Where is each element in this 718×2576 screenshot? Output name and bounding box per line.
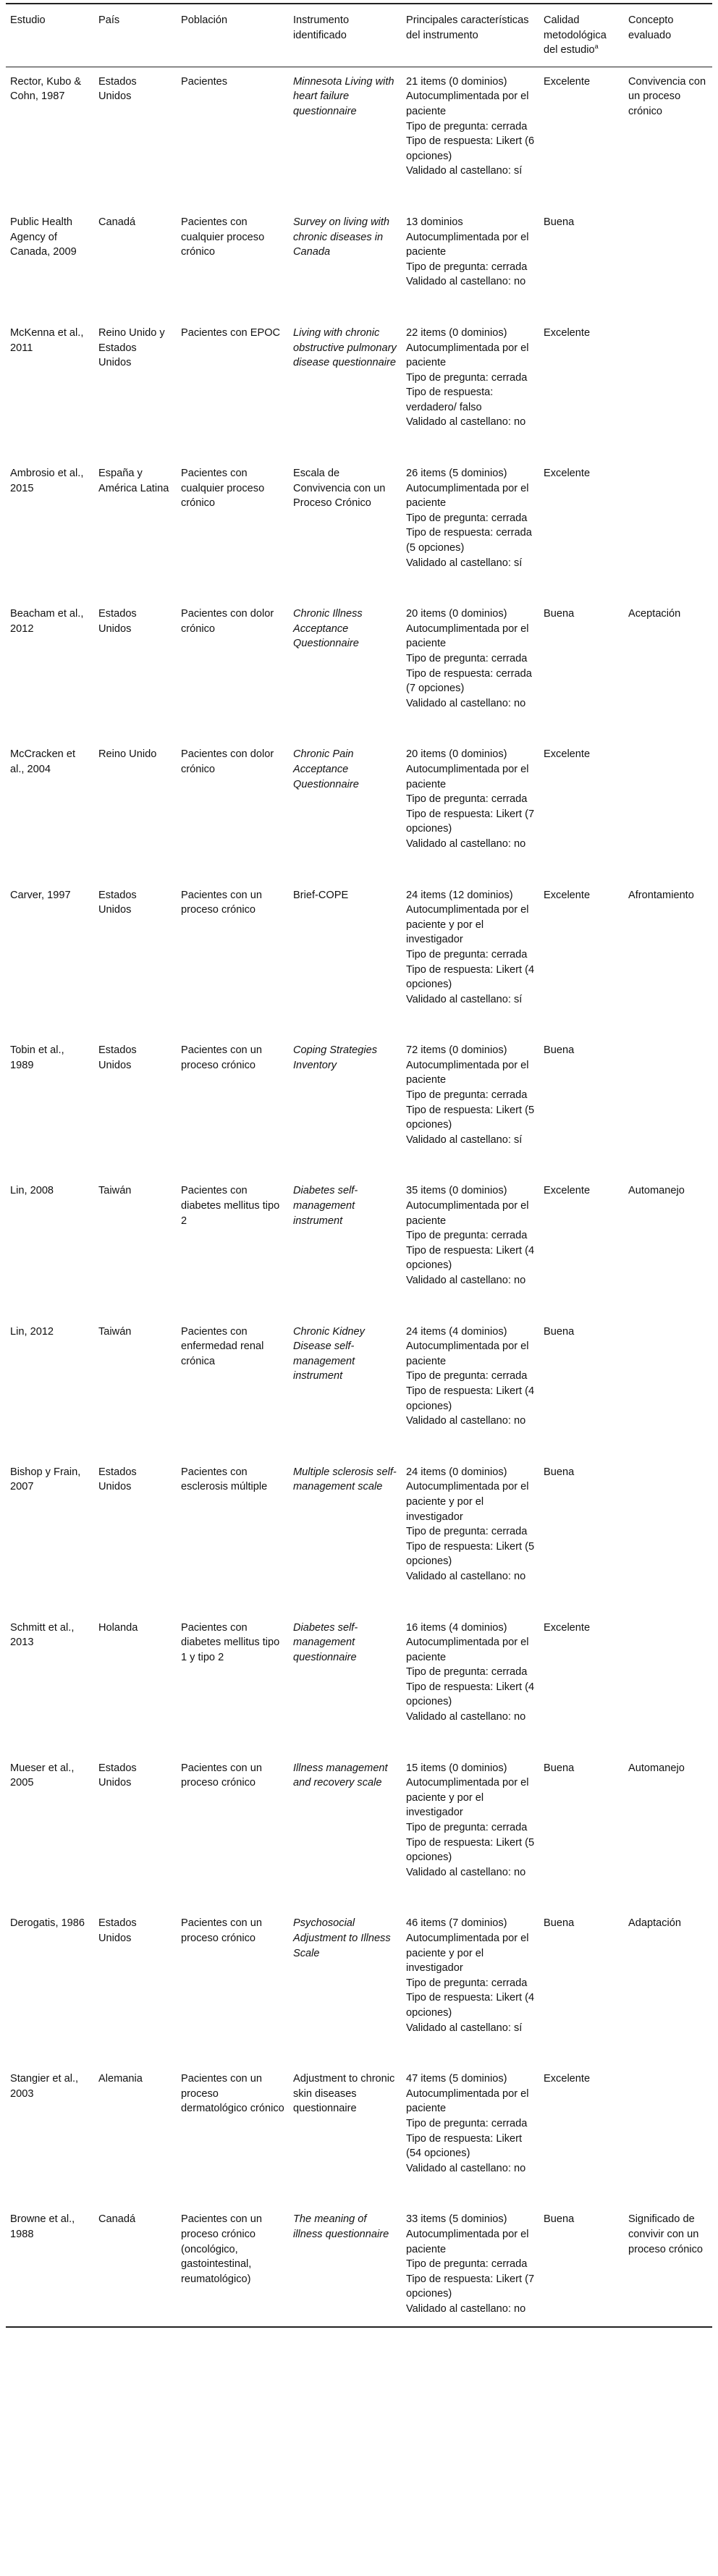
- characteristic-line: Tipo de respuesta: Likert (5 opciones): [406, 1104, 535, 1131]
- cell-calidad: Buena: [544, 1762, 575, 1774]
- characteristic-line: Autocumplimentada por el paciente: [406, 1059, 529, 1086]
- cell-concepto: Aceptación: [628, 608, 681, 620]
- cell-instrumento: The meaning of illness questionnaire: [289, 2205, 402, 2327]
- characteristic-line: Validado al castellano: no: [406, 416, 526, 428]
- cell-concepto: [624, 2064, 712, 2205]
- header-row: [6, 4, 712, 67]
- cell-calidad: Excelente: [544, 2073, 591, 2085]
- cell-poblacion: Pacientes con diabetes mellitus tipo 1 y tipo 2: [181, 1621, 280, 1663]
- cell-concepto: [624, 1613, 712, 1754]
- characteristic-line: Autocumplimentada por el paciente y por el investigador: [406, 904, 529, 946]
- cell-calidad: Buena: [539, 2205, 624, 2327]
- cell-pais: Taiwán: [98, 1325, 132, 1338]
- characteristic-line: Validado al castellano: sí: [406, 993, 523, 1005]
- cell-poblacion: Pacientes con un proceso crónico: [181, 1044, 262, 1071]
- cell-estudio: Schmitt et al., 2013: [10, 1621, 75, 1649]
- cell-concepto: [624, 1317, 712, 1458]
- characteristic-line: 22 items (0 dominios): [406, 326, 507, 339]
- cell-instrumento: Chronic Kidney Disease self-management instrument: [293, 1325, 365, 1382]
- characteristic-line: Tipo de respuesta: verdadero/ falso: [406, 387, 494, 413]
- cell-poblacion: Pacientes con dolor crónico: [181, 748, 274, 775]
- cell-calidad: Buena: [544, 1917, 575, 1930]
- cell-caracteristicas: [402, 67, 539, 208]
- header-caracteristicas: Principales características del instrumento: [402, 4, 539, 67]
- characteristic-line: Tipo de pregunta: cerrada: [406, 793, 528, 806]
- studies-table-container: [6, 0, 712, 2328]
- cell-pais: Estados Unidos: [98, 1044, 137, 1071]
- cell-instrumento: Survey on living with chronic diseases in Canada: [293, 216, 390, 258]
- cell-concepto: Adaptación: [628, 1917, 682, 1930]
- characteristic-line: Tipo de pregunta: cerrada: [406, 1977, 528, 1989]
- cell-concepto: Automanejo: [628, 1185, 685, 1197]
- table-row: [6, 1909, 712, 2064]
- characteristic-line: Tipo de respuesta: Likert (4 opciones): [406, 1385, 535, 1412]
- header-calidad-text: Calidad metodológica del estudio: [544, 14, 607, 56]
- cell-concepto: Significado de convivir con un proceso crónico: [624, 2205, 712, 2327]
- characteristic-line: Validado al castellano: no: [406, 697, 526, 709]
- characteristic-line: 13 dominios: [406, 216, 463, 228]
- characteristic-line: 20 items (0 dominios): [406, 608, 507, 620]
- cell-pais: España y América Latina: [98, 468, 169, 494]
- cell-estudio: Stangier et al., 2003: [10, 2073, 79, 2100]
- characteristic-line: Validado al castellano: sí: [406, 557, 523, 569]
- cell-instrumento: Living with chronic obstructive pulmonary disease questionnaire: [293, 326, 397, 369]
- cell-caracteristicas: [402, 1036, 539, 1176]
- characteristic-line: Validado al castellano: no: [406, 276, 526, 288]
- characteristic-line: Tipo de pregunta: cerrada: [406, 1230, 528, 1242]
- characteristic-line: Tipo de pregunta: cerrada: [406, 1370, 528, 1382]
- cell-caracteristicas: [402, 1176, 539, 1317]
- characteristic-line: Validado al castellano: no: [406, 1711, 526, 1723]
- studies-table: [6, 3, 712, 2328]
- characteristic-line: Tipo de respuesta: Likert (4 opciones): [406, 1681, 535, 1708]
- characteristic-line: Tipo de respuesta: Likert (54 opciones): [406, 2132, 523, 2160]
- characteristic-line: Tipo de pregunta: cerrada: [406, 1089, 528, 1102]
- cell-calidad: Buena: [544, 1466, 575, 1478]
- characteristic-line: Tipo de respuesta: Likert (5 opciones): [406, 1540, 535, 1568]
- characteristic-line: Validado al castellano: no: [406, 1866, 526, 1878]
- cell-estudio: McCracken et al., 2004: [10, 748, 76, 775]
- cell-estudio: Browne et al., 1988: [6, 2205, 94, 2327]
- cell-caracteristicas: [402, 2205, 539, 2327]
- characteristic-line: Tipo de respuesta: Likert (4 opciones): [406, 963, 535, 991]
- cell-instrumento: Diabetes self-management questionnaire: [293, 1621, 358, 1663]
- cell-caracteristicas: [402, 1317, 539, 1458]
- cell-instrumento: Psychosocial Adjustment to Illness Scale: [293, 1917, 391, 1959]
- characteristic-line: Autocumplimentada por el paciente: [406, 342, 529, 369]
- characteristic-line: Tipo de pregunta: cerrada: [406, 261, 528, 273]
- characteristic-line: 72 items (0 dominios): [406, 1044, 507, 1057]
- characteristic-line: Validado al castellano: no: [406, 2162, 526, 2174]
- characteristic-line: Tipo de respuesta: cerrada (7 opciones): [406, 667, 532, 695]
- header-calidad: [539, 4, 624, 67]
- cell-concepto: [624, 1036, 712, 1176]
- characteristic-line: Validado al castellano: sí: [406, 1133, 523, 1146]
- characteristic-line: Tipo de respuesta: Likert (6 opciones): [406, 135, 535, 162]
- characteristic-line: Autocumplimentada por el paciente: [406, 1200, 529, 1227]
- cell-caracteristicas: [402, 208, 539, 318]
- cell-caracteristicas: [402, 459, 539, 599]
- cell-poblacion: Pacientes con dolor crónico: [181, 608, 274, 635]
- table-row: [6, 2205, 712, 2327]
- characteristic-line: 47 items (5 dominios): [406, 2073, 507, 2085]
- table-row: [6, 318, 712, 459]
- table-row: [6, 1317, 712, 1458]
- characteristic-line: Tipo de pregunta: cerrada: [406, 1666, 528, 1678]
- characteristic-line: Tipo de pregunta: cerrada: [406, 948, 528, 960]
- cell-instrumento: Minnesota Living with heart failure questionnaire: [293, 75, 394, 117]
- cell-poblacion: Pacientes con un proceso crónico: [181, 1762, 262, 1789]
- table-row: [6, 1458, 712, 1613]
- cell-calidad: Excelente: [544, 1185, 591, 1197]
- table-row: [6, 881, 712, 1036]
- table-row: [6, 459, 712, 599]
- characteristic-line: 46 items (7 dominios): [406, 1917, 507, 1930]
- characteristic-line: Autocumplimentada por el paciente y por el investigador: [406, 1777, 529, 1819]
- cell-estudio: Derogatis, 1986: [10, 1917, 85, 1930]
- characteristic-line: Autocumplimentada por el paciente: [406, 2228, 529, 2255]
- table-row: [6, 599, 712, 740]
- cell-pais: Taiwán: [98, 1185, 132, 1197]
- cell-instrumento: Brief-COPE: [293, 889, 349, 901]
- cell-calidad: Excelente: [544, 748, 591, 761]
- characteristic-line: Tipo de respuesta: Likert (7 opciones): [406, 2273, 535, 2300]
- cell-caracteristicas: [402, 1458, 539, 1613]
- table-row: [6, 1754, 712, 1909]
- cell-estudio: Public Health Agency of Canada, 2009: [10, 216, 77, 258]
- cell-calidad: Buena: [544, 1044, 575, 1057]
- cell-concepto: Convivencia con un proceso crónico: [628, 75, 706, 117]
- cell-estudio: Carver, 1997: [10, 889, 71, 901]
- cell-estudio: Tobin et al., 1989: [10, 1044, 64, 1071]
- cell-poblacion: Pacientes: [181, 75, 228, 88]
- cell-poblacion: Pacientes con cualquier proceso crónico: [181, 468, 265, 510]
- cell-pais: Estados Unidos: [98, 75, 137, 103]
- cell-pais: Reino Unido: [98, 748, 157, 761]
- characteristic-line: Tipo de pregunta: cerrada: [406, 1822, 528, 1834]
- characteristic-line: Validado al castellano: no: [406, 1275, 526, 1286]
- table-row: [6, 1036, 712, 1176]
- characteristic-line: Autocumplimentada por el paciente: [406, 90, 529, 117]
- cell-pais: Canadá: [94, 2205, 177, 2327]
- characteristic-line: Tipo de pregunta: cerrada: [406, 2258, 528, 2271]
- cell-calidad: Buena: [544, 1325, 575, 1338]
- header-estudio: Estudio: [6, 4, 94, 67]
- characteristic-line: 21 items (0 dominios): [406, 75, 507, 88]
- characteristic-line: Autocumplimentada por el paciente: [406, 763, 529, 790]
- cell-pais: Estados Unidos: [98, 1466, 137, 1493]
- cell-pais: Estados Unidos: [98, 1917, 137, 1944]
- characteristic-line: 20 items (0 dominios): [406, 748, 507, 761]
- characteristic-line: 33 items (5 dominios): [406, 2213, 507, 2226]
- characteristic-line: Tipo de respuesta: Likert (5 opciones): [406, 1836, 535, 1864]
- cell-poblacion: Pacientes con EPOC: [181, 326, 281, 339]
- table-row: [6, 1176, 712, 1317]
- cell-instrumento: Chronic Illness Acceptance Questionnaire: [293, 608, 363, 650]
- characteristic-line: Tipo de respuesta: cerrada (5 opciones): [406, 527, 532, 554]
- characteristic-line: 15 items (0 dominios): [406, 1762, 507, 1774]
- characteristic-line: Tipo de pregunta: cerrada: [406, 2117, 528, 2129]
- cell-poblacion: Pacientes con un proceso crónico (oncológico, gastointestinal, reumatológico): [177, 2205, 289, 2327]
- cell-concepto: [624, 740, 712, 880]
- cell-calidad: Excelente: [544, 1621, 591, 1634]
- characteristic-line: Autocumplimentada por el paciente: [406, 1637, 529, 1663]
- cell-estudio: Lin, 2012: [10, 1325, 54, 1338]
- cell-caracteristicas: [402, 1613, 539, 1754]
- cell-caracteristicas: [402, 2064, 539, 2205]
- characteristic-line: Autocumplimentada por el paciente: [406, 2087, 529, 2115]
- table-row: [6, 208, 712, 318]
- cell-caracteristicas: [402, 599, 539, 740]
- cell-estudio: Rector, Kubo & Cohn, 1987: [10, 75, 82, 103]
- cell-caracteristicas: [402, 881, 539, 1036]
- table-body: [6, 67, 712, 2327]
- cell-pais: Alemania: [98, 2073, 143, 2085]
- cell-estudio: Beacham et al., 2012: [10, 608, 84, 635]
- cell-poblacion: Pacientes con esclerosis múltiple: [181, 1466, 268, 1493]
- table-row: [6, 740, 712, 880]
- characteristic-line: Tipo de respuesta: Likert (7 opciones): [406, 808, 535, 835]
- characteristic-line: Tipo de pregunta: cerrada: [406, 120, 528, 132]
- cell-poblacion: Pacientes con diabetes mellitus tipo 2: [181, 1185, 280, 1227]
- characteristic-line: 16 items (4 dominios): [406, 1621, 507, 1634]
- cell-concepto: [624, 318, 712, 459]
- characteristic-line: Tipo de pregunta: cerrada: [406, 371, 528, 384]
- cell-poblacion: Pacientes con un proceso crónico: [181, 1917, 262, 1944]
- cell-concepto: [624, 459, 712, 599]
- characteristic-line: 24 items (4 dominios): [406, 1325, 507, 1338]
- characteristic-line: Validado al castellano: sí: [406, 165, 523, 177]
- characteristic-line: Autocumplimentada por el paciente: [406, 1340, 529, 1367]
- table-header: [6, 4, 712, 67]
- characteristic-line: 26 items (5 dominios): [406, 468, 507, 480]
- header-calidad-footnote-mark: a: [594, 43, 599, 51]
- cell-estudio: Bishop y Frain, 2007: [10, 1466, 81, 1493]
- characteristic-line: 24 items (0 dominios): [406, 1466, 507, 1478]
- cell-pais: Estados Unidos: [98, 608, 137, 635]
- cell-concepto: [624, 1458, 712, 1613]
- cell-calidad: Excelente: [544, 75, 591, 88]
- cell-concepto: [624, 208, 712, 318]
- characteristic-line: Validado al castellano: no: [406, 837, 526, 850]
- header-poblacion: Población: [177, 4, 289, 67]
- cell-instrumento: Illness management and recovery scale: [293, 1762, 388, 1789]
- cell-estudio: McKenna et al., 2011: [10, 326, 84, 354]
- header-instrumento: Instrumento identificado: [289, 4, 402, 67]
- cell-instrumento: Diabetes self-management instrument: [293, 1185, 358, 1227]
- cell-pais: Holanda: [98, 1621, 138, 1634]
- table-row: [6, 2064, 712, 2205]
- cell-estudio: Mueser et al., 2005: [10, 1762, 75, 1789]
- cell-instrumento: Coping Strategies Inventory: [293, 1044, 378, 1071]
- characteristic-line: Tipo de respuesta: Likert (4 opciones): [406, 1992, 535, 2019]
- cell-concepto: Automanejo: [628, 1762, 685, 1774]
- cell-pais: Canadá: [98, 216, 136, 228]
- cell-instrumento: Multiple sclerosis self-management scale: [293, 1466, 397, 1493]
- table-row: [6, 1613, 712, 1754]
- cell-poblacion: Pacientes con enfermedad renal crónica: [181, 1325, 264, 1367]
- characteristic-line: Tipo de pregunta: cerrada: [406, 512, 528, 524]
- cell-pais: Estados Unidos: [98, 889, 137, 916]
- cell-pais: Reino Unido y Estados Unidos: [98, 326, 165, 369]
- cell-poblacion: Pacientes con un proceso dermatológico crónico: [181, 2073, 284, 2115]
- cell-poblacion: Pacientes con un proceso crónico: [181, 889, 262, 916]
- characteristic-line: Autocumplimentada por el paciente y por el investigador: [406, 1481, 529, 1523]
- characteristic-line: Tipo de respuesta: Likert (4 opciones): [406, 1244, 535, 1272]
- cell-calidad: Excelente: [544, 326, 591, 339]
- cell-caracteristicas: [402, 1909, 539, 2064]
- characteristic-line: Tipo de pregunta: cerrada: [406, 653, 528, 664]
- table-row: [6, 67, 712, 208]
- cell-instrumento: Chronic Pain Acceptance Questionnaire: [293, 748, 359, 790]
- cell-caracteristicas: [402, 1754, 539, 1909]
- characteristic-line: Validado al castellano: no: [406, 1570, 526, 1582]
- characteristic-line: Validado al castellano: no: [406, 2302, 526, 2315]
- header-concepto: Concepto evaluado: [624, 4, 712, 67]
- cell-caracteristicas: [402, 740, 539, 880]
- characteristic-line: Validado al castellano: no: [406, 1415, 526, 1427]
- header-pais: País: [94, 4, 177, 67]
- characteristic-line: Autocumplimentada por el paciente: [406, 482, 529, 510]
- characteristic-line: 24 items (12 dominios): [406, 889, 513, 901]
- cell-calidad: Excelente: [544, 468, 591, 480]
- cell-calidad: Excelente: [544, 889, 591, 901]
- characteristic-line: Tipo de pregunta: cerrada: [406, 1526, 528, 1538]
- characteristic-line: 35 items (0 dominios): [406, 1185, 507, 1197]
- characteristic-line: Autocumplimentada por el paciente: [406, 231, 529, 258]
- characteristic-line: Autocumplimentada por el paciente: [406, 622, 529, 650]
- cell-pais: Estados Unidos: [98, 1762, 137, 1789]
- characteristic-line: Autocumplimentada por el paciente y por el investigador: [406, 1933, 529, 1975]
- cell-instrumento: Escala de Convivencia con un Proceso Crónico: [293, 468, 386, 510]
- characteristic-line: Validado al castellano: sí: [406, 2022, 523, 2034]
- cell-calidad: Buena: [544, 216, 575, 228]
- cell-instrumento: Adjustment to chronic skin diseases questionnaire: [293, 2073, 395, 2115]
- cell-estudio: Ambrosio et al., 2015: [10, 468, 84, 494]
- cell-estudio: Lin, 2008: [10, 1185, 54, 1197]
- cell-calidad: Buena: [544, 608, 575, 620]
- cell-concepto: Afrontamiento: [628, 889, 694, 901]
- cell-caracteristicas: [402, 318, 539, 459]
- cell-poblacion: Pacientes con cualquier proceso crónico: [181, 216, 265, 258]
